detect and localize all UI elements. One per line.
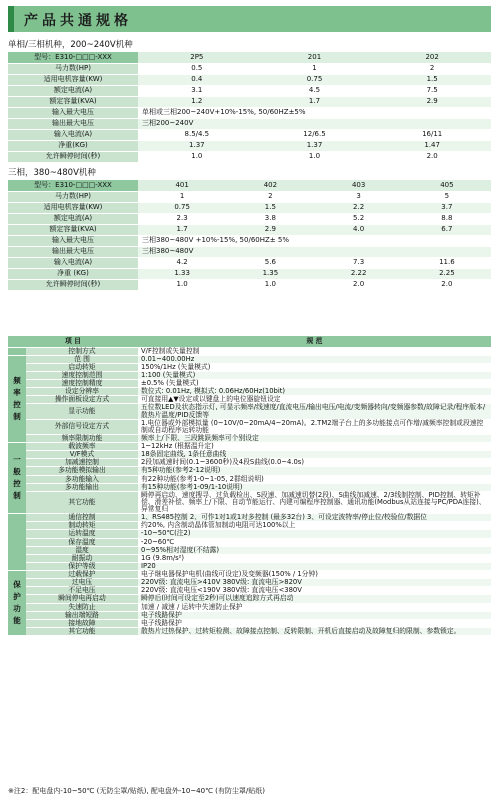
general-item-desc: -20~60℃ — [138, 538, 491, 546]
three-phase-row-value: 2.9 — [226, 224, 314, 235]
three-phase-row-value: 5 — [403, 191, 491, 202]
general-item-label: 控制方式 — [26, 347, 138, 355]
single-phase-row — [8, 129, 491, 140]
general-category-频率控制: 频 率 控 制 — [8, 355, 26, 442]
three-phase-spec-table — [8, 180, 491, 291]
three-phase-row-value: 0.75 — [138, 202, 226, 213]
general-item-label: 接地故障 — [26, 619, 138, 627]
general-item-desc: 1、RS485控制 2、可作1对1或1对多控制 (最多32台) 3、可设定波特率/停止位/校验位/数据位 — [138, 514, 491, 522]
general-row — [8, 419, 491, 434]
general-item-label: 不足电压 — [26, 587, 138, 595]
three-phase-row-label: 允许瞬停时间(秒) — [8, 279, 138, 290]
general-category-一般控制: 一 般 控 制 — [8, 443, 26, 514]
three-phase-row-value: 4.2 — [138, 257, 226, 268]
general-item-desc: 1G (9.8m/s²) — [138, 554, 491, 562]
general-item-desc: 电子线路保护 — [138, 611, 491, 619]
single-phase-row-span-value: 单相或三相200~240V+10%-15%, 50/60HZ±5% — [138, 107, 491, 118]
three-phase-row — [8, 213, 491, 224]
three-phase-row-value: 2.22 — [315, 268, 403, 279]
three-phase-model-label: 型号：E310-□□□-XXX — [8, 180, 138, 191]
single-phase-model-label: 型号：E310-□□□-XXX — [8, 52, 138, 63]
single-phase-row-value: 12/6.5 — [256, 129, 374, 140]
three-phase-row-value: 5.6 — [226, 257, 314, 268]
general-item-desc: 约20%, 内含制动晶体管加制动电阻可达100%以上 — [138, 522, 491, 530]
three-phase-row-label: 适用电机容量(KW) — [8, 202, 138, 213]
general-item-desc: ±0.5% (矢量模式) — [138, 380, 491, 388]
three-phase-row-value: 1.33 — [138, 268, 226, 279]
single-phase-row-value: 1.5 — [373, 74, 491, 85]
general-item-label: 其它功能 — [26, 491, 138, 513]
three-phase-model-403: 403 — [315, 180, 403, 191]
general-item-desc: 1~12kHz (根据温升定) — [138, 443, 491, 451]
single-phase-row-value: 4.5 — [256, 85, 374, 96]
general-item-label: 多功能输入 — [26, 475, 138, 483]
three-phase-row-label: 输入最大电压 — [8, 235, 138, 246]
single-phase-row — [8, 96, 491, 107]
general-row — [8, 530, 491, 538]
general-item-label: 过电压 — [26, 579, 138, 587]
single-phase-row-label: 允许瞬停时间(秒) — [8, 151, 138, 162]
three-phase-row-label: 输入电流(A) — [8, 257, 138, 268]
general-category-blank — [8, 514, 26, 571]
three-phase-row-value: 5.2 — [315, 213, 403, 224]
general-item-desc: 150%/1Hz (矢量模式) — [138, 363, 491, 371]
three-phase-row-value: 3.8 — [226, 213, 314, 224]
general-item-desc: 频率上/下限、三段跳跃频率可个别设定 — [138, 434, 491, 442]
single-phase-model-202: 202 — [373, 52, 491, 63]
page-title: 产品共通规格 — [24, 13, 132, 29]
single-phase-row-value: 1 — [256, 63, 374, 74]
single-phase-row-value: 1.2 — [138, 96, 256, 107]
single-phase-row-label: 净重(KG) — [8, 140, 138, 151]
general-row — [8, 475, 491, 483]
single-phase-model-201: 201 — [256, 52, 374, 63]
three-phase-row-value: 2.3 — [138, 213, 226, 224]
general-item-label: 湿度 — [26, 546, 138, 554]
general-item-desc: 1:100 (矢量模式) — [138, 371, 491, 379]
three-phase-header-row — [8, 180, 491, 191]
three-phase-row-value: 1.0 — [226, 279, 314, 290]
single-phase-row — [8, 63, 491, 74]
single-phase-row-value: 2.9 — [373, 96, 491, 107]
general-row — [8, 404, 491, 419]
general-item-label: 频率限制功能 — [26, 434, 138, 442]
three-phase-row-value: 2.25 — [403, 268, 491, 279]
general-item-desc: 电子继电器保护电机(曲线可设定)及变频器(150% / 1分钟) — [138, 571, 491, 579]
single-phase-row-value: 3.1 — [138, 85, 256, 96]
general-item-label: 速度控制精度 — [26, 380, 138, 388]
three-phase-row — [8, 257, 491, 268]
single-phase-row-label: 适用电机容量(KW) — [8, 74, 138, 85]
single-phase-row-value: 8.5/4.5 — [138, 129, 256, 140]
three-phase-row-value: 1.5 — [226, 202, 314, 213]
general-spec-table — [8, 336, 491, 636]
three-phase-row — [8, 224, 491, 235]
single-phase-row-label: 输入电流(A) — [8, 129, 138, 140]
single-phase-row-value: 1.0 — [138, 151, 256, 162]
three-phase-row-label: 额定容量(KVA) — [8, 224, 138, 235]
general-row — [8, 491, 491, 513]
three-phase-row — [8, 246, 491, 257]
general-item-desc: 可直接用▲▼设定或以键盘上的电位器旋钮设定 — [138, 396, 491, 404]
general-item-label: 多功能输出 — [26, 483, 138, 491]
single-phase-row-value: 0.5 — [138, 63, 256, 74]
single-phase-header-row — [8, 52, 491, 63]
single-phase-row-span-value: 三相200~240V — [138, 118, 491, 129]
general-item-desc: 加速 / 减速 / 运转中失速防止保护 — [138, 603, 491, 611]
general-item-desc: 五位数LED及状态指示灯, 可显示频率/线速度/直流电压/输出电压/电流/变频器转向/变频器参数/故障记录/程序版本/散热片温度/PID反馈等 — [138, 404, 491, 419]
single-phase-row — [8, 151, 491, 162]
general-row — [8, 627, 491, 635]
general-item-label: 失速防止 — [26, 603, 138, 611]
page-title-bar — [8, 6, 491, 32]
general-item-desc: 220V级: 直流电压>410V 380V级: 直流电压>820V — [138, 579, 491, 587]
footnote: ※注2：配电盘内-10~50℃ (无防尘罩/贴纸), 配电盘外-10~40℃ (有防尘罩/贴纸) — [8, 787, 265, 795]
three-phase-model-402: 402 — [226, 180, 314, 191]
single-phase-row-value: 0.4 — [138, 74, 256, 85]
single-phase-row-value: 2 — [373, 63, 491, 74]
general-item-desc: 18条固定曲线, 1条任意曲线 — [138, 451, 491, 459]
three-phase-row-value: 6.7 — [403, 224, 491, 235]
three-phase-row-value: 2 — [226, 191, 314, 202]
single-phase-row-value: 1.0 — [256, 151, 374, 162]
single-phase-row-label: 输入最大电压 — [8, 107, 138, 118]
single-phase-model-2P5: 2P5 — [138, 52, 256, 63]
general-item-desc: 电子线路保护 — [138, 619, 491, 627]
three-phase-model-401: 401 — [138, 180, 226, 191]
single-phase-row — [8, 118, 491, 129]
three-phase-row-label: 净重 (KG) — [8, 268, 138, 279]
general-item-label: V/F模式 — [26, 451, 138, 459]
three-phase-row — [8, 235, 491, 246]
three-phase-row-value: 2.2 — [315, 202, 403, 213]
single-phase-row-label: 马力数(HP) — [8, 63, 138, 74]
three-phase-row-value: 1.7 — [138, 224, 226, 235]
three-phase-row-value: 1.35 — [226, 268, 314, 279]
general-row — [8, 467, 491, 475]
general-item-desc: 有5种功能(参考2-12说明) — [138, 467, 491, 475]
general-item-desc: 瞬停再启动、速度搜寻、过负载检出、S段速、加减速切替(2段)、S曲线加减速、2/3线制控制、PID控制、转矩补偿、滑差补偿、频率上/下限、自动节能运行、内建可编程序控制器、通讯功能(Modbus从站连接与PC/PDA连接)、异常复归 — [138, 491, 491, 513]
general-row — [8, 595, 491, 603]
three-phase-row-value: 1 — [138, 191, 226, 202]
three-phase-row-label: 输出最大电压 — [8, 246, 138, 257]
three-phase-row — [8, 268, 491, 279]
general-item-desc: 数位式: 0.01Hz, 模拟式: 0.06Hz/60Hz(10bit) — [138, 388, 491, 396]
general-item-desc: 散热片过热保护、过转矩检测、故障接点控制、反转限制、开机后直接启动及故障复归的限制、参数锁定。 — [138, 627, 491, 635]
general-item-desc: 有22种功能(参考1-0~1-05, 2群组说明) — [138, 475, 491, 483]
single-phase-spec-table — [8, 52, 491, 163]
single-phase-row-label: 输出最大电压 — [8, 118, 138, 129]
three-phase-row-value: 2.0 — [403, 279, 491, 290]
three-phase-row-value: 11.6 — [403, 257, 491, 268]
three-phase-row-value: 8.8 — [403, 213, 491, 224]
general-item-desc: 有15种功能(参考1-09/1-10说明) — [138, 483, 491, 491]
general-row — [8, 347, 491, 355]
general-item-label: 过载保护 — [26, 571, 138, 579]
general-item-label: 保护等级 — [26, 562, 138, 570]
three-phase-row-span-value: 三相380~480V +10%-15%, 50/60HZ± 5% — [138, 235, 491, 246]
general-item-label: 其它功能 — [26, 627, 138, 635]
general-item-label: 保存温度 — [26, 538, 138, 546]
three-phase-row-value: 2.0 — [315, 279, 403, 290]
general-item-label: 制动转矩 — [26, 522, 138, 530]
single-phase-row-value: 2.0 — [373, 151, 491, 162]
general-item-label: 载波频率 — [26, 443, 138, 451]
general-row — [8, 538, 491, 546]
three-phase-row-label: 马力数(HP) — [8, 191, 138, 202]
single-phase-row-label: 额定电流(A) — [8, 85, 138, 96]
general-item-desc: 1.电位器或外部模拟量 (0~10V/0~20mA/4~20mA)。2.TM2端子台上的多功能接点可作增/减频率控制或段速控制或自动程序运转功能 — [138, 419, 491, 434]
three-phase-row-value: 4.0 — [315, 224, 403, 235]
three-phase-row — [8, 279, 491, 290]
general-item-desc: 0.01~400.00Hz — [138, 355, 491, 363]
general-header-spec: 规 范 — [138, 336, 491, 347]
three-phase-row-value: 7.3 — [315, 257, 403, 268]
general-item-label: 多功能模拟输出 — [26, 467, 138, 475]
general-item-desc: 瞬停后(时间可设定至2秒)可以速度追踪方式再启动 — [138, 595, 491, 603]
single-phase-row-label: 额定容量(KVA) — [8, 96, 138, 107]
single-phase-row-value: 16/11 — [373, 129, 491, 140]
single-phase-row-value: 1.37 — [138, 140, 256, 151]
general-item-desc: IP20 — [138, 562, 491, 570]
single-phase-row-value: 1.7 — [256, 96, 374, 107]
general-item-desc: V/F控制或矢量控制 — [138, 347, 491, 355]
single-phase-row — [8, 140, 491, 151]
single-phase-row-value: 1.37 — [256, 140, 374, 151]
general-row — [8, 603, 491, 611]
three-phase-model-405: 405 — [403, 180, 491, 191]
three-phase-row — [8, 191, 491, 202]
three-phase-row — [8, 202, 491, 213]
general-category-保护功能: 保 护 功 能 — [8, 571, 26, 636]
general-item-label: 耐振动 — [26, 554, 138, 562]
general-header-item: 项 目 — [8, 336, 138, 347]
general-item-label: 通信控制 — [26, 514, 138, 522]
three-phase-row-label: 额定电流(A) — [8, 213, 138, 224]
single-phase-row — [8, 85, 491, 96]
single-phase-row-value: 0.75 — [256, 74, 374, 85]
single-phase-row-value: 7.5 — [373, 85, 491, 96]
single-phase-heading: 单相/三相机种，200~240V机种 — [8, 40, 133, 50]
single-phase-row — [8, 74, 491, 85]
general-item-label: 范 围 — [26, 355, 138, 363]
single-phase-row-value: 1.47 — [373, 140, 491, 151]
general-item-desc: 0~95%相对湿度(不结露) — [138, 546, 491, 554]
general-item-label: 启动转矩 — [26, 363, 138, 371]
three-phase-heading: 三相，380~480V机种 — [8, 168, 96, 178]
general-item-desc: 220V级: 直流电压<190V 380V级: 直流电压<380V — [138, 587, 491, 595]
general-item-label: 外部信号设定方式 — [26, 419, 138, 434]
general-item-label: 设定分辨率 — [26, 388, 138, 396]
general-category-blank — [8, 347, 26, 355]
three-phase-row-value: 1.0 — [138, 279, 226, 290]
general-item-desc: -10~50℃(注2) — [138, 530, 491, 538]
general-item-label: 加减速控制 — [26, 459, 138, 467]
general-header-row — [8, 336, 491, 347]
general-item-label: 操作面板设定方式 — [26, 396, 138, 404]
general-item-label: 瞬间停电再启动 — [26, 595, 138, 603]
three-phase-row-value: 3.7 — [403, 202, 491, 213]
general-item-label: 速度控制范围 — [26, 371, 138, 379]
general-item-desc: 2段加减速时间(0.1~3600秒)及4段S曲线(0.0~4.0s) — [138, 459, 491, 467]
general-item-label: 运转温度 — [26, 530, 138, 538]
three-phase-row-value: 3 — [315, 191, 403, 202]
three-phase-row-span-value: 三相380~480V — [138, 246, 491, 257]
general-item-label: 输出端短路 — [26, 611, 138, 619]
general-item-label: 显示功能 — [26, 404, 138, 419]
single-phase-row — [8, 107, 491, 118]
